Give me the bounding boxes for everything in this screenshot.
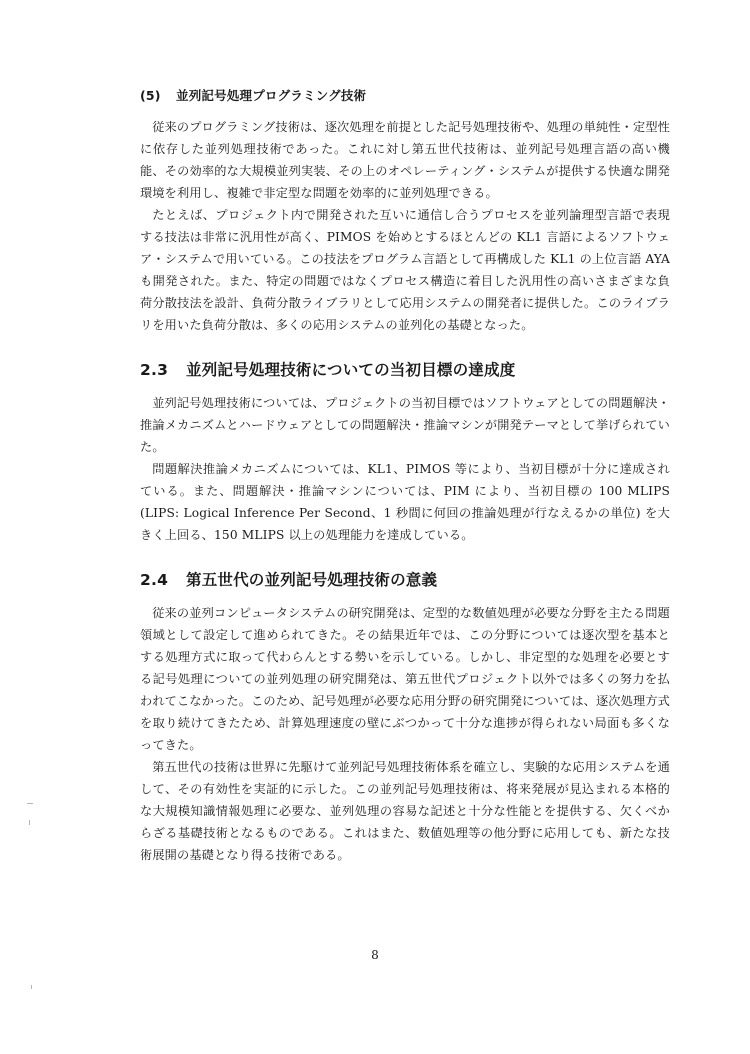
page-number: 8 (371, 948, 379, 962)
scan-mark (29, 820, 30, 825)
paragraph: 従来のプログラミング技術は、逐次処理を前提とした記号処理技術や、処理の単純性・定型性に依存した並列処理技術であった。これに対し第五世代技術は、並列記号処理言語の高い機能、その効率的な大規模並列実装、その上のオペレーティング・システムが提供する快適な開発環境を利用し、複雑で非定型な問題を効率的に並列処理できる。 (140, 120, 670, 200)
paragraph: 並列記号処理技術については、プロジェクトの当初目標ではソフトウェアとしての問題解決・推論メカニズムとハードウェアとしての問題解決・推論マシンが開発テーマとして挙げられていた。 (140, 396, 670, 454)
subsection-5 (140, 86, 670, 336)
section-number: 2.4 (140, 571, 169, 589)
scan-mark (31, 985, 32, 989)
paragraph: 従来の並列コンピュータシステムの研究開発は、定型的な数値処理が必要な分野を主たる問題領域として設定して進められてきた。その結果近年では、この分野については逐次型を基本とする処理方式に取って代わらんとする勢いを示している。しかし、非定型的な処理を必要とする記号処理についての並列処理の研究開発は、第五世代プロジェクト以外では多くの努力を払われてこなかった。このため、記号処理が必要な応用分野の研究開発については、逐次処理方式を取り続けてきたため、計算処理速度の壁にぶつかって十分な進捗が得られない局面も多くなってきた。 (140, 606, 670, 752)
section-2-4 (140, 568, 670, 866)
paragraph: たとえば、プロジェクト内で開発された互いに通信し合うプロセスを並列論理型言語で表現する技法は非常に汎用性が高く、PIMOS を始めとするほとんどの KL1 言語によるソフトウェア・システムで用いている。この技法をプログラム言語として再構成した KL1 の上位言語 AYA も開発された。また、特定の問題ではなくプロセス構造に着目した汎用性の高いさまざまな負荷分散技法を設計、負荷分散ライブラリとして応用システムの開発者に提供した。このライブラリを用いた負荷分散は、多くの応用システムの並列化の基礎となった。 (140, 208, 670, 332)
paragraph: 第五世代の技術は世界に先駆けて並列記号処理技術体系を確立し、実験的な応用システムを通して、その有効性を実証的に示した。この並列記号処理技術は、将来発展が見込まれる本格的な大規模知識情報処理に必要な、並列処理の容易な記述と十分な性能とを提供する、欠くべからざる基礎技術となるものである。これはまた、数値処理等の他分野に応用しても、新たな技術展開の基礎となり得る技術である。 (140, 760, 670, 862)
scan-mark (27, 803, 33, 804)
paragraph: 問題解決推論メカニズムについては、KL1、PIMOS 等により、当初目標が十分に達成されている。また、問題解決・推論マシンについては、PIM により、当初目標の 100 MLIPS (LIPS: Logical Inference Per Second、1 秒間に何回の推論処理が行なえるかの単位) を大きく上回る、150 MLIPS 以上の処理能力を達成している。 (140, 462, 670, 542)
section-2-3 (140, 358, 670, 546)
section-title: 並列記号処理技術についての当初目標の達成度 (186, 361, 516, 379)
section-heading (140, 358, 670, 380)
section-number: 2.3 (140, 361, 169, 379)
document-body (140, 86, 670, 866)
subsection-heading (140, 86, 670, 104)
section-heading (140, 568, 670, 590)
subsection-title: 並列記号処理プログラミング技術 (176, 88, 367, 103)
subsection-number: (5) (140, 88, 161, 103)
section-title: 第五世代の並列記号処理技術の意義 (186, 571, 438, 589)
